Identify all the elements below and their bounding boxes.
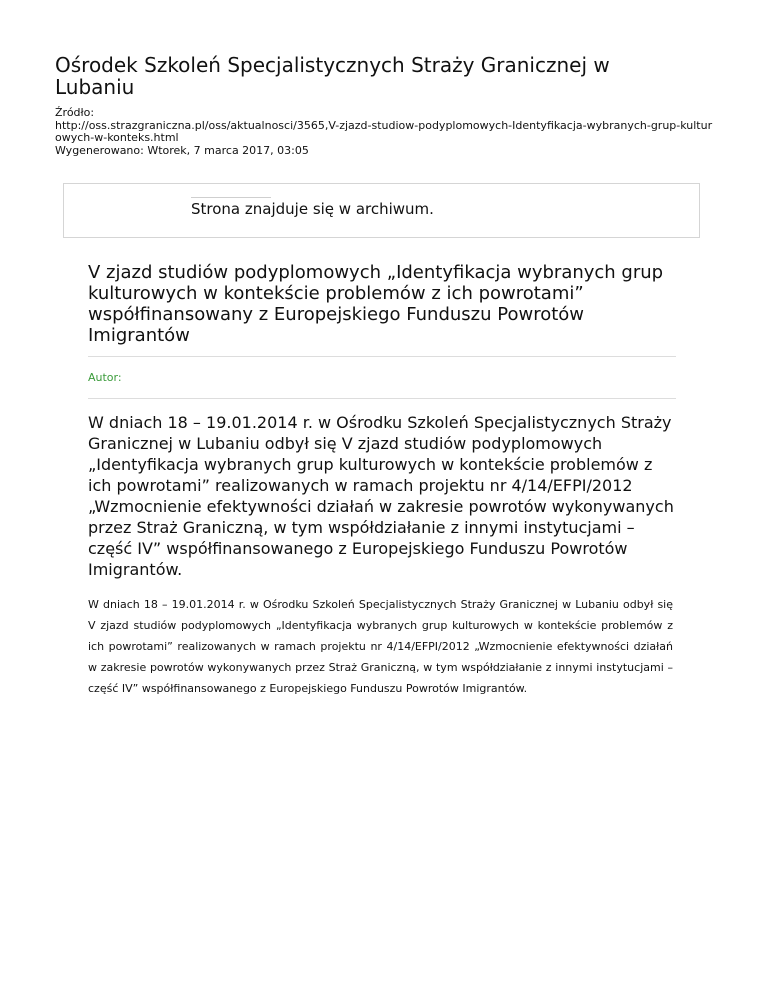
source-url[interactable]: http://oss.strazgraniczna.pl/oss/aktualnosci/3565,V-zjazd-studiow-podyplomowych-Identyfikacja-wybranych-grup-kulturowych-w-konteks.html [55, 118, 713, 144]
archive-divider [191, 197, 271, 198]
author-label: Autor: [88, 357, 676, 399]
source-info [55, 107, 715, 157]
site-title: Ośrodek Szkoleń Specjalistycznych Straży Granicznej w Lubaniu [55, 53, 610, 99]
source-label: Źródło: [55, 106, 95, 119]
article [88, 262, 676, 699]
article-body: W dniach 18 – 19.01.2014 r. w Ośrodku Szkoleń Specjalistycznych Straży Granicznej w Lubaniu odbył się V zjazd studiów podyplomowych „Identyfikacja wybranych grup kulturowych w kontekście problemów z ich powrotami” realizowanych w ramach projektu nr 4/14/EFPI/2012 „Wzmocnienie efektywności działań w zakresie powrotów wykonywanych przez Straż Graniczną, w tym współdziałanie z innymi instytucjami – część IV” współfinansowanego z Europejskiego Funduszu Powrotów Imigrantów. [88, 598, 673, 695]
article-lead: W dniach 18 – 19.01.2014 r. w Ośrodku Szkoleń Specjalistycznych Straży Granicznej w Lubaniu odbył się V zjazd studiów podyplomowych „Identyfikacja wybranych grup kulturowych w kontekście problemów z ich powrotami” realizowanych w ramach projektu nr 4/14/EFPI/2012 „Wzmocnienie efektywności działań w zakresie powrotów wykonywanych przez Straż Graniczną, w tym współdziałanie z innymi instytucjami – część IV” współfinansowanego z Europejskiego Funduszu Powrotów Imigrantów. [88, 413, 674, 579]
article-title: V zjazd studiów podyplomowych „Identyfikacja wybranych grup kulturowych w kontekście problemów z ich powrotami” współfinansowany z Europejskiego Funduszu Powrotów Imigrantów [88, 262, 676, 357]
generated-timestamp: Wygenerowano: Wtorek, 7 marca 2017, 03:05 [55, 143, 309, 157]
archive-notice-text: Strona znajduje się w archiwum. [191, 200, 434, 218]
archive-notice-box [63, 183, 700, 238]
